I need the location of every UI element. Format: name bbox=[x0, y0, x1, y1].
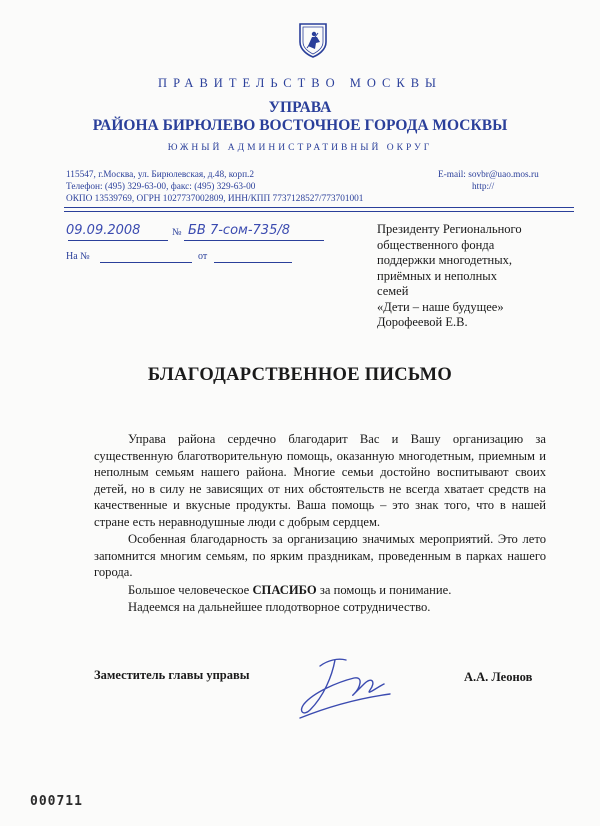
recipient-line: приёмных и неполных bbox=[377, 268, 497, 283]
recipient-line: общественного фонда bbox=[377, 237, 495, 252]
address-line: 115547, г.Москва, ул. Бирюлевская, д.48, корп.2 bbox=[66, 170, 255, 180]
serial-number: 000711 bbox=[30, 794, 83, 809]
paragraph: Управа района сердечно благодарит Вас и Вашу организацию за существенную благотворительную помощь, оказанную многодетным, приемным и неполным семьям нашего района. Многие семьи достойно воспитывают своих детей, но в силу не зависящих от них обстоятельств не всегда хватает средств на качественные и вкусные продукты. Ваша помощь – это знак того, что в нашей стране есть неравнодушные люди с добрым сердцем. bbox=[94, 432, 546, 529]
ot-underline bbox=[214, 262, 292, 263]
signatory-name: А.А. Леонов bbox=[464, 670, 533, 684]
moscow-coat-of-arms-icon bbox=[298, 22, 328, 58]
registration-line bbox=[66, 225, 366, 245]
thanks-text: Большое человеческое bbox=[128, 582, 253, 597]
na-label: На № bbox=[66, 251, 90, 262]
email-line: E-mail: sovbr@uao.mos.ru bbox=[438, 170, 539, 180]
codes-line: ОКПО 13539769, ОГРН 1027737002809, ИНН/КПП 7737128527/773701001 bbox=[66, 194, 364, 204]
date-underline bbox=[68, 240, 168, 241]
thanks-bold: СПАСИБО bbox=[252, 582, 317, 597]
recipient-line: поддержки многодетных, bbox=[377, 253, 513, 267]
recipient-line: семей bbox=[377, 284, 409, 298]
http-line: http:// bbox=[472, 182, 495, 192]
paragraph: Особенная благодарность за организацию значимых мероприятий. Это лето запомнится многим семьям, по ярким праздникам, проведенным в парках нашего города. bbox=[94, 532, 546, 579]
recipient-line: Дорофеевой Е.В. bbox=[377, 315, 468, 329]
address-block bbox=[66, 169, 363, 205]
na-underline bbox=[100, 262, 192, 263]
reply-reference-line bbox=[66, 251, 306, 265]
reg-no-label: № bbox=[172, 227, 182, 238]
reg-number: БВ 7-сом-735/8 bbox=[188, 223, 290, 238]
signatory-role: Заместитель главы управы bbox=[94, 668, 250, 682]
recipient-block bbox=[377, 222, 577, 331]
letter-title: БЛАГОДАРСТВЕННОЕ ПИСЬМО bbox=[147, 365, 453, 385]
header-divider-thin bbox=[64, 211, 574, 212]
okrug-title: ЮЖНЫЙ АДМИНИСТРАТИВНЫЙ ОКРУГ bbox=[167, 143, 433, 153]
uprava-title: УПРАВА bbox=[268, 99, 332, 116]
thanks-text-end: за помощь и понимание. bbox=[316, 582, 452, 597]
paragraph-thanks bbox=[94, 582, 546, 599]
phone-line: Телефон: (495) 329-63-00, факс: (495) 329-63-00 bbox=[66, 182, 256, 192]
paragraph: Надеемся на дальнейшее плодотворное сотрудничество. bbox=[128, 600, 431, 614]
contacts-block bbox=[438, 169, 539, 193]
district-title: РАЙОНА БИРЮЛЕВО ВОСТОЧНОЕ ГОРОДА МОСКВЫ bbox=[92, 117, 508, 134]
recipient-line: Президенту Регионального bbox=[377, 222, 522, 236]
reg-date: 09.09.2008 bbox=[66, 223, 141, 238]
handwritten-signature bbox=[280, 648, 410, 728]
letter-body bbox=[94, 431, 546, 617]
ot-label: от bbox=[198, 251, 208, 262]
recipient-line: «Дети – наше будущее» bbox=[377, 299, 504, 314]
header-divider bbox=[64, 207, 574, 208]
government-title: ПРАВИТЕЛЬСТВО МОСКВЫ bbox=[158, 76, 442, 90]
number-underline bbox=[184, 240, 324, 241]
